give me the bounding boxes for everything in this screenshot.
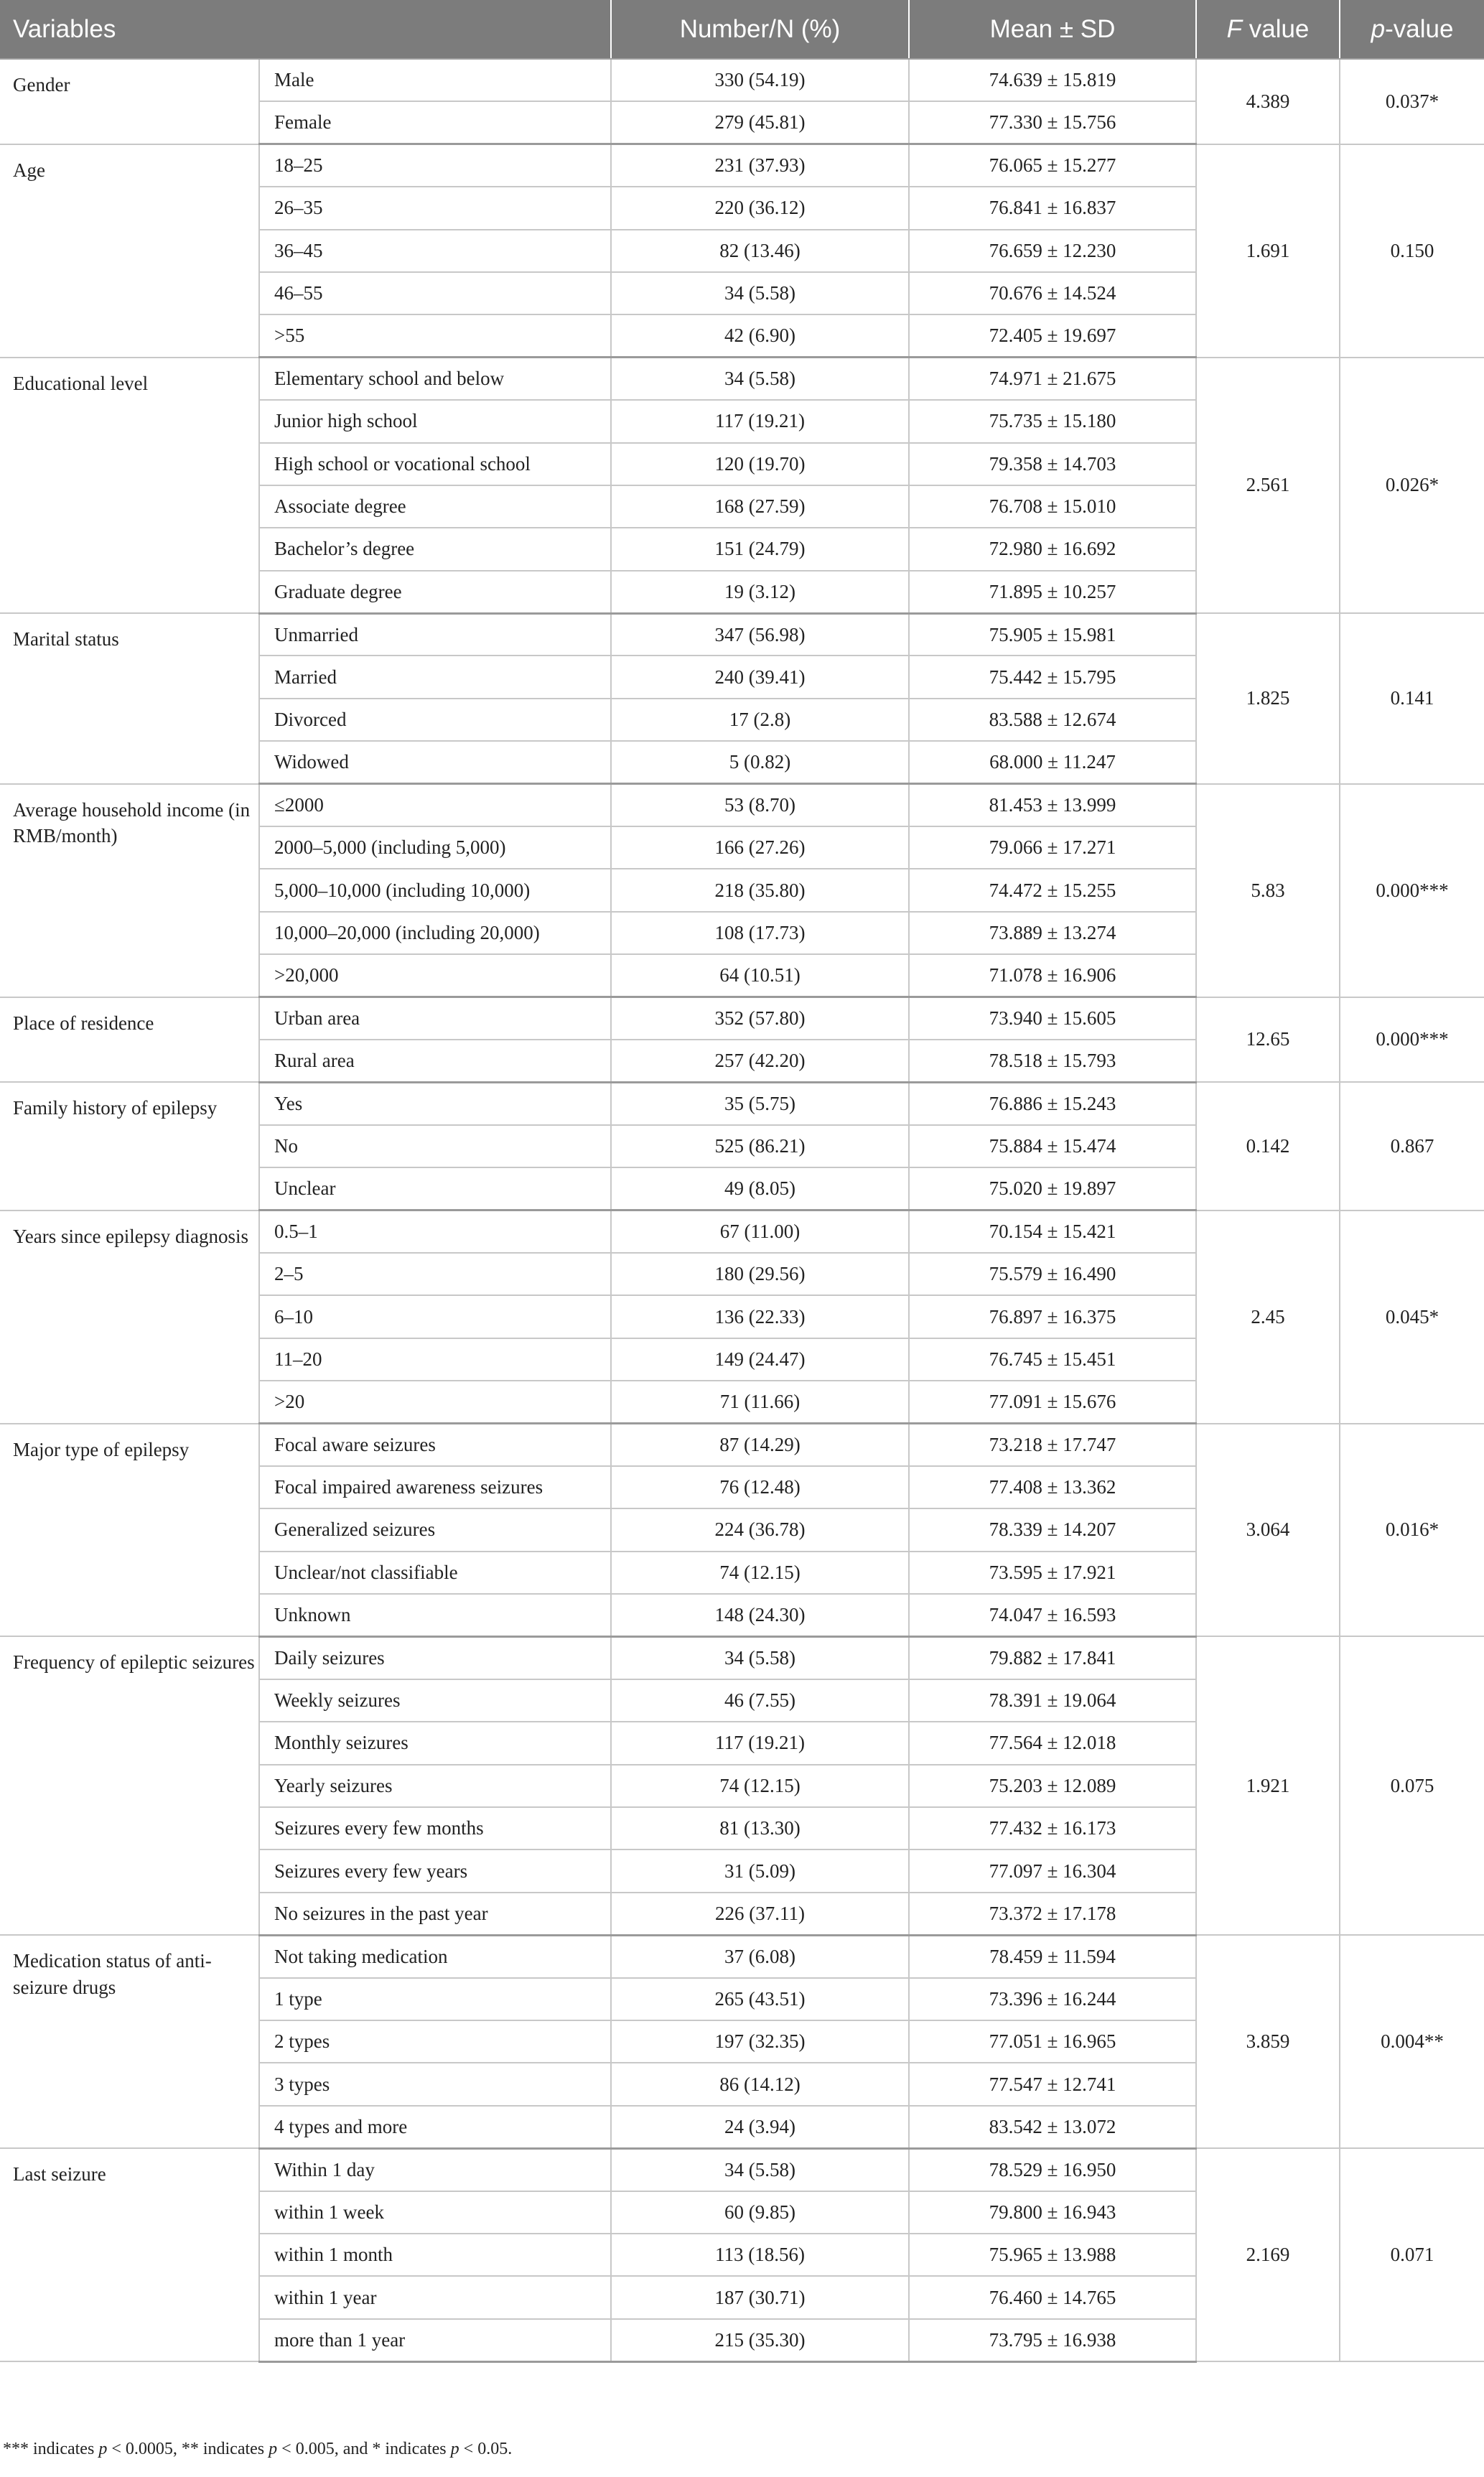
mean-sd-cell: 77.091 ± 15.676 bbox=[909, 1381, 1196, 1423]
number-cell: 87 (14.29) bbox=[611, 1424, 909, 1466]
mean-sd-cell: 72.980 ± 16.692 bbox=[909, 528, 1196, 570]
variable-cell: Last seizure bbox=[0, 2148, 259, 2361]
category-cell: 6–10 bbox=[259, 1295, 611, 1338]
mean-sd-cell: 74.639 ± 15.819 bbox=[909, 59, 1196, 101]
category-cell: Unclear/not classifiable bbox=[259, 1552, 611, 1594]
number-cell: 148 (24.30) bbox=[611, 1594, 909, 1636]
number-cell: 180 (29.56) bbox=[611, 1253, 909, 1295]
table-body bbox=[0, 59, 1484, 2361]
mean-sd-cell: 81.453 ± 13.999 bbox=[909, 784, 1196, 826]
number-cell: 5 (0.82) bbox=[611, 741, 909, 783]
header-mean-sd: Mean ± SD bbox=[909, 0, 1196, 59]
number-cell: 168 (27.59) bbox=[611, 485, 909, 528]
category-cell: >20,000 bbox=[259, 954, 611, 997]
f-value-cell: 2.561 bbox=[1196, 358, 1340, 613]
mean-sd-cell: 73.795 ± 16.938 bbox=[909, 2319, 1196, 2361]
table-row bbox=[0, 1210, 1484, 1253]
mean-sd-cell: 75.579 ± 16.490 bbox=[909, 1253, 1196, 1295]
mean-sd-cell: 77.432 ± 16.173 bbox=[909, 1807, 1196, 1849]
number-cell: 31 (5.09) bbox=[611, 1849, 909, 1892]
category-cell: Seizures every few years bbox=[259, 1849, 611, 1892]
footnote-part: *** indicates bbox=[3, 2440, 99, 2458]
category-cell: 0.5–1 bbox=[259, 1210, 611, 1253]
header-variables: Variables bbox=[0, 0, 611, 59]
variable-cell: Medication status of anti-seizure drugs bbox=[0, 1935, 259, 2148]
category-cell: >20 bbox=[259, 1381, 611, 1423]
mean-sd-cell: 74.472 ± 15.255 bbox=[909, 869, 1196, 911]
mean-sd-cell: 75.735 ± 15.180 bbox=[909, 400, 1196, 442]
number-cell: 240 (39.41) bbox=[611, 656, 909, 698]
mean-sd-cell: 73.595 ± 17.921 bbox=[909, 1552, 1196, 1594]
number-cell: 231 (37.93) bbox=[611, 144, 909, 187]
number-cell: 120 (19.70) bbox=[611, 443, 909, 485]
mean-sd-cell: 78.391 ± 19.064 bbox=[909, 1679, 1196, 1722]
category-cell: within 1 month bbox=[259, 2234, 611, 2276]
mean-sd-cell: 77.097 ± 16.304 bbox=[909, 1849, 1196, 1892]
f-value-cell: 12.65 bbox=[1196, 997, 1340, 1083]
category-cell: Generalized seizures bbox=[259, 1508, 611, 1551]
number-cell: 42 (6.90) bbox=[611, 314, 909, 357]
mean-sd-cell: 79.800 ± 16.943 bbox=[909, 2191, 1196, 2234]
header-f-value bbox=[1196, 0, 1340, 59]
p-value-cell: 0.071 bbox=[1340, 2148, 1484, 2361]
number-cell: 82 (13.46) bbox=[611, 230, 909, 272]
mean-sd-cell: 74.047 ± 16.593 bbox=[909, 1594, 1196, 1636]
mean-sd-cell: 83.542 ± 13.072 bbox=[909, 2106, 1196, 2148]
f-value-cell: 1.691 bbox=[1196, 144, 1340, 358]
category-cell: Widowed bbox=[259, 741, 611, 783]
p-value-cell: 0.000*** bbox=[1340, 784, 1484, 997]
number-cell: 265 (43.51) bbox=[611, 1978, 909, 2020]
number-cell: 197 (32.35) bbox=[611, 2020, 909, 2063]
table-row bbox=[0, 1082, 1484, 1124]
mean-sd-cell: 83.588 ± 12.674 bbox=[909, 699, 1196, 741]
number-cell: 218 (35.80) bbox=[611, 869, 909, 911]
table-row bbox=[0, 144, 1484, 187]
table-row bbox=[0, 613, 1484, 656]
mean-sd-cell: 77.051 ± 16.965 bbox=[909, 2020, 1196, 2063]
footnote-p-symbol: p bbox=[269, 2440, 278, 2458]
category-cell: 46–55 bbox=[259, 272, 611, 314]
mean-sd-cell: 75.905 ± 15.981 bbox=[909, 613, 1196, 656]
mean-sd-cell: 73.372 ± 17.178 bbox=[909, 1893, 1196, 1935]
mean-sd-cell: 78.518 ± 15.793 bbox=[909, 1040, 1196, 1082]
category-cell: Monthly seizures bbox=[259, 1722, 611, 1764]
table-row bbox=[0, 997, 1484, 1040]
category-cell: Not taking medication bbox=[259, 1935, 611, 1977]
mean-sd-cell: 74.971 ± 21.675 bbox=[909, 358, 1196, 400]
variable-cell: Gender bbox=[0, 59, 259, 144]
number-cell: 67 (11.00) bbox=[611, 1210, 909, 1253]
mean-sd-cell: 76.659 ± 12.230 bbox=[909, 230, 1196, 272]
category-cell: Unclear bbox=[259, 1167, 611, 1210]
category-cell: 18–25 bbox=[259, 144, 611, 187]
category-cell: ≤2000 bbox=[259, 784, 611, 826]
table-row bbox=[0, 784, 1484, 826]
number-cell: 35 (5.75) bbox=[611, 1082, 909, 1124]
header-row bbox=[0, 0, 1484, 59]
variable-cell: Years since epilepsy diagnosis bbox=[0, 1210, 259, 1424]
number-cell: 117 (19.21) bbox=[611, 1722, 909, 1764]
mean-sd-cell: 77.564 ± 12.018 bbox=[909, 1722, 1196, 1764]
table-row bbox=[0, 1424, 1484, 1466]
category-cell: Rural area bbox=[259, 1040, 611, 1082]
mean-sd-cell: 79.066 ± 17.271 bbox=[909, 826, 1196, 869]
header-f-italic: F bbox=[1226, 14, 1242, 43]
mean-sd-cell: 75.203 ± 12.089 bbox=[909, 1765, 1196, 1807]
p-value-cell: 0.037* bbox=[1340, 59, 1484, 144]
number-cell: 86 (14.12) bbox=[611, 2063, 909, 2105]
number-cell: 224 (36.78) bbox=[611, 1508, 909, 1551]
category-cell: 5,000–10,000 (including 10,000) bbox=[259, 869, 611, 911]
footnote-part: < 0.0005, ** indicates bbox=[107, 2440, 269, 2458]
mean-sd-cell: 76.886 ± 15.243 bbox=[909, 1082, 1196, 1124]
table-row bbox=[0, 1636, 1484, 1679]
number-cell: 330 (54.19) bbox=[611, 59, 909, 101]
mean-sd-cell: 73.940 ± 15.605 bbox=[909, 997, 1196, 1040]
f-value-cell: 0.142 bbox=[1196, 1082, 1340, 1210]
mean-sd-cell: 78.459 ± 11.594 bbox=[909, 1935, 1196, 1977]
category-cell: 36–45 bbox=[259, 230, 611, 272]
number-cell: 46 (7.55) bbox=[611, 1679, 909, 1722]
variable-cell: Educational level bbox=[0, 358, 259, 613]
mean-sd-cell: 79.358 ± 14.703 bbox=[909, 443, 1196, 485]
category-cell: Yes bbox=[259, 1082, 611, 1124]
number-cell: 279 (45.81) bbox=[611, 101, 909, 144]
category-cell: 2000–5,000 (including 5,000) bbox=[259, 826, 611, 869]
category-cell: Divorced bbox=[259, 699, 611, 741]
mean-sd-cell: 77.330 ± 15.756 bbox=[909, 101, 1196, 144]
table-header bbox=[0, 0, 1484, 59]
number-cell: 347 (56.98) bbox=[611, 613, 909, 656]
number-cell: 226 (37.11) bbox=[611, 1893, 909, 1935]
footnote-part: < 0.05. bbox=[459, 2440, 513, 2458]
category-cell: No bbox=[259, 1125, 611, 1167]
p-value-cell: 0.000*** bbox=[1340, 997, 1484, 1083]
mean-sd-cell: 76.745 ± 15.451 bbox=[909, 1338, 1196, 1381]
mean-sd-cell: 70.154 ± 15.421 bbox=[909, 1210, 1196, 1253]
mean-sd-cell: 78.339 ± 14.207 bbox=[909, 1508, 1196, 1551]
mean-sd-cell: 78.529 ± 16.950 bbox=[909, 2148, 1196, 2191]
mean-sd-cell: 71.895 ± 10.257 bbox=[909, 571, 1196, 613]
category-cell: 3 types bbox=[259, 2063, 611, 2105]
category-cell: High school or vocational school bbox=[259, 443, 611, 485]
number-cell: 49 (8.05) bbox=[611, 1167, 909, 1210]
f-value-cell: 1.825 bbox=[1196, 613, 1340, 784]
f-value-cell: 2.169 bbox=[1196, 2148, 1340, 2361]
number-cell: 34 (5.58) bbox=[611, 272, 909, 314]
number-cell: 76 (12.48) bbox=[611, 1466, 909, 1508]
table-row bbox=[0, 59, 1484, 101]
mean-sd-cell: 70.676 ± 14.524 bbox=[909, 272, 1196, 314]
f-value-cell: 5.83 bbox=[1196, 784, 1340, 997]
category-cell: within 1 week bbox=[259, 2191, 611, 2234]
variable-cell: Frequency of epileptic seizures bbox=[0, 1636, 259, 1935]
mean-sd-cell: 75.884 ± 15.474 bbox=[909, 1125, 1196, 1167]
number-cell: 257 (42.20) bbox=[611, 1040, 909, 1082]
mean-sd-cell: 71.078 ± 16.906 bbox=[909, 954, 1196, 997]
variable-cell: Average household income (in RMB/month) bbox=[0, 784, 259, 997]
mean-sd-cell: 75.442 ± 15.795 bbox=[909, 656, 1196, 698]
category-cell: Focal aware seizures bbox=[259, 1424, 611, 1466]
category-cell: Urban area bbox=[259, 997, 611, 1040]
category-cell: Within 1 day bbox=[259, 2148, 611, 2191]
header-p-italic: p bbox=[1371, 14, 1386, 43]
variable-cell: Place of residence bbox=[0, 997, 259, 1083]
number-cell: 34 (5.58) bbox=[611, 2148, 909, 2191]
mean-sd-cell: 73.396 ± 16.244 bbox=[909, 1978, 1196, 2020]
category-cell: 2–5 bbox=[259, 1253, 611, 1295]
mean-sd-cell: 76.897 ± 16.375 bbox=[909, 1295, 1196, 1338]
mean-sd-cell: 73.889 ± 13.274 bbox=[909, 912, 1196, 954]
p-value-cell: 0.141 bbox=[1340, 613, 1484, 784]
category-cell: 2 types bbox=[259, 2020, 611, 2063]
number-cell: 53 (8.70) bbox=[611, 784, 909, 826]
mean-sd-cell: 76.841 ± 16.837 bbox=[909, 187, 1196, 229]
header-p-value bbox=[1340, 0, 1484, 59]
table-row bbox=[0, 2148, 1484, 2191]
number-cell: 149 (24.47) bbox=[611, 1338, 909, 1381]
number-cell: 74 (12.15) bbox=[611, 1552, 909, 1594]
number-cell: 352 (57.80) bbox=[611, 997, 909, 1040]
mean-sd-cell: 77.408 ± 13.362 bbox=[909, 1466, 1196, 1508]
category-cell: Female bbox=[259, 101, 611, 144]
number-cell: 166 (27.26) bbox=[611, 826, 909, 869]
category-cell: 11–20 bbox=[259, 1338, 611, 1381]
number-cell: 117 (19.21) bbox=[611, 400, 909, 442]
mean-sd-cell: 79.882 ± 17.841 bbox=[909, 1636, 1196, 1679]
mean-sd-cell: 72.405 ± 19.697 bbox=[909, 314, 1196, 357]
category-cell: Associate degree bbox=[259, 485, 611, 528]
number-cell: 108 (17.73) bbox=[611, 912, 909, 954]
table-row bbox=[0, 358, 1484, 400]
category-cell: Unmarried bbox=[259, 613, 611, 656]
table-footnote bbox=[3, 2440, 512, 2459]
number-cell: 151 (24.79) bbox=[611, 528, 909, 570]
footnote-part: < 0.005, and * indicates bbox=[277, 2440, 451, 2458]
category-cell: No seizures in the past year bbox=[259, 1893, 611, 1935]
mean-sd-cell: 75.965 ± 13.988 bbox=[909, 2234, 1196, 2276]
footnote-p-symbol: p bbox=[98, 2440, 108, 2458]
variable-cell: Major type of epilepsy bbox=[0, 1424, 259, 1637]
category-cell: Graduate degree bbox=[259, 571, 611, 613]
p-value-cell: 0.004** bbox=[1340, 1935, 1484, 2148]
header-f-rest: value bbox=[1242, 14, 1310, 43]
number-cell: 64 (10.51) bbox=[611, 954, 909, 997]
f-value-cell: 2.45 bbox=[1196, 1210, 1340, 1424]
category-cell: more than 1 year bbox=[259, 2319, 611, 2361]
category-cell: Weekly seizures bbox=[259, 1679, 611, 1722]
number-cell: 17 (2.8) bbox=[611, 699, 909, 741]
number-cell: 187 (30.71) bbox=[611, 2276, 909, 2318]
footnote-p-symbol: p bbox=[450, 2440, 459, 2458]
header-number: Number/N (%) bbox=[611, 0, 909, 59]
category-cell: Yearly seizures bbox=[259, 1765, 611, 1807]
category-cell: Married bbox=[259, 656, 611, 698]
number-cell: 136 (22.33) bbox=[611, 1295, 909, 1338]
table-row bbox=[0, 1935, 1484, 1977]
number-cell: 60 (9.85) bbox=[611, 2191, 909, 2234]
p-value-cell: 0.150 bbox=[1340, 144, 1484, 358]
mean-sd-cell: 76.065 ± 15.277 bbox=[909, 144, 1196, 187]
category-cell: 4 types and more bbox=[259, 2106, 611, 2148]
f-value-cell: 3.859 bbox=[1196, 1935, 1340, 2148]
f-value-cell: 3.064 bbox=[1196, 1424, 1340, 1637]
category-cell: Seizures every few months bbox=[259, 1807, 611, 1849]
p-value-cell: 0.026* bbox=[1340, 358, 1484, 613]
number-cell: 525 (86.21) bbox=[611, 1125, 909, 1167]
category-cell: Elementary school and below bbox=[259, 358, 611, 400]
variable-cell: Age bbox=[0, 144, 259, 358]
category-cell: within 1 year bbox=[259, 2276, 611, 2318]
mean-sd-cell: 75.020 ± 19.897 bbox=[909, 1167, 1196, 1210]
number-cell: 19 (3.12) bbox=[611, 571, 909, 613]
number-cell: 37 (6.08) bbox=[611, 1935, 909, 1977]
mean-sd-cell: 68.000 ± 11.247 bbox=[909, 741, 1196, 783]
category-cell: 10,000–20,000 (including 20,000) bbox=[259, 912, 611, 954]
header-p-rest: -value bbox=[1385, 14, 1454, 43]
mean-sd-cell: 76.708 ± 15.010 bbox=[909, 485, 1196, 528]
mean-sd-cell: 76.460 ± 14.765 bbox=[909, 2276, 1196, 2318]
p-value-cell: 0.075 bbox=[1340, 1636, 1484, 1935]
category-cell: Daily seizures bbox=[259, 1636, 611, 1679]
p-value-cell: 0.867 bbox=[1340, 1082, 1484, 1210]
category-cell: >55 bbox=[259, 314, 611, 357]
category-cell: Male bbox=[259, 59, 611, 101]
category-cell: 1 type bbox=[259, 1978, 611, 2020]
number-cell: 215 (35.30) bbox=[611, 2319, 909, 2361]
p-value-cell: 0.016* bbox=[1340, 1424, 1484, 1637]
number-cell: 220 (36.12) bbox=[611, 187, 909, 229]
number-cell: 71 (11.66) bbox=[611, 1381, 909, 1423]
number-cell: 34 (5.58) bbox=[611, 358, 909, 400]
category-cell: 26–35 bbox=[259, 187, 611, 229]
variable-cell: Family history of epilepsy bbox=[0, 1082, 259, 1210]
mean-sd-cell: 73.218 ± 17.747 bbox=[909, 1424, 1196, 1466]
number-cell: 81 (13.30) bbox=[611, 1807, 909, 1849]
category-cell: Junior high school bbox=[259, 400, 611, 442]
category-cell: Bachelor’s degree bbox=[259, 528, 611, 570]
number-cell: 34 (5.58) bbox=[611, 1636, 909, 1679]
f-value-cell: 4.389 bbox=[1196, 59, 1340, 144]
variable-cell: Marital status bbox=[0, 613, 259, 784]
p-value-cell: 0.045* bbox=[1340, 1210, 1484, 1424]
f-value-cell: 1.921 bbox=[1196, 1636, 1340, 1935]
number-cell: 113 (18.56) bbox=[611, 2234, 909, 2276]
number-cell: 74 (12.15) bbox=[611, 1765, 909, 1807]
number-cell: 24 (3.94) bbox=[611, 2106, 909, 2148]
category-cell: Unknown bbox=[259, 1594, 611, 1636]
mean-sd-cell: 77.547 ± 12.741 bbox=[909, 2063, 1196, 2105]
category-cell: Focal impaired awareness seizures bbox=[259, 1466, 611, 1508]
